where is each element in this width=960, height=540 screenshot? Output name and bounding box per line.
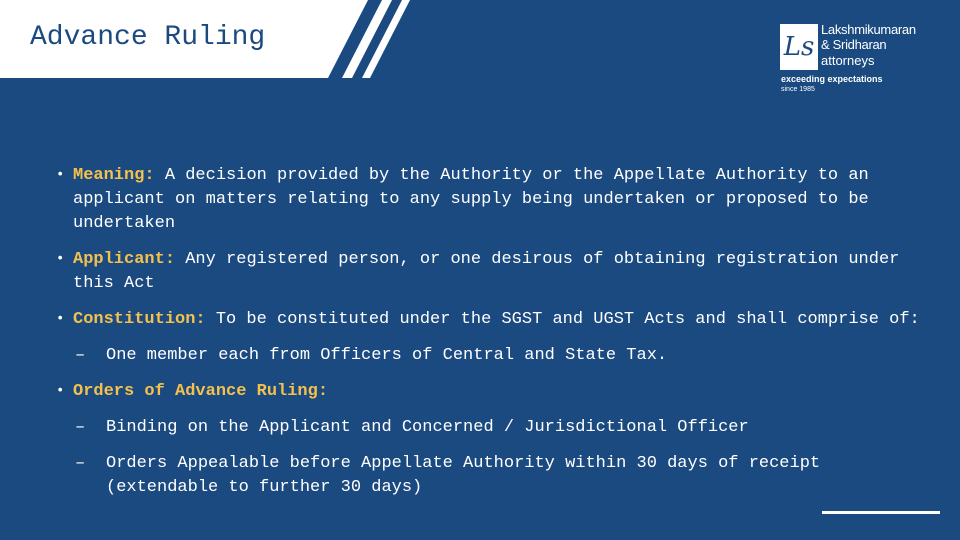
bullet-dot: • xyxy=(56,167,65,183)
decorative-underline xyxy=(822,511,940,514)
sub-bullet-dash: – xyxy=(75,454,86,473)
bullet-term: Applicant: xyxy=(73,250,176,269)
sub-bullet-text: Orders Appealable before Appellate Authority within 30 days of receipt (extendable to further 30 days) xyxy=(106,454,821,497)
logo-monogram-text: Ls xyxy=(783,32,815,62)
logo-name xyxy=(821,22,916,52)
logo-name-line2: & Sridharan xyxy=(821,37,887,52)
sub-bullet xyxy=(56,416,936,440)
bullet-term: Meaning: xyxy=(73,166,155,185)
bullet-dot: • xyxy=(56,383,65,399)
logo-tagline: exceeding expectations xyxy=(781,74,883,84)
logo-attorneys: attorneys xyxy=(821,53,875,68)
logo-since: since 1985 xyxy=(781,86,815,93)
bullet-meaning xyxy=(56,164,936,236)
sub-bullet xyxy=(56,344,936,368)
bullet-dot: • xyxy=(56,311,65,327)
bullet-orders xyxy=(56,380,936,404)
bullet-text: A decision provided by the Authority or the Appellate Authority to an applicant on matters relating to any supply being undertaken or proposed to be undertaken xyxy=(73,166,869,233)
firm-logo xyxy=(780,22,940,102)
sub-bullet xyxy=(56,452,936,500)
sub-bullet-dash: – xyxy=(75,418,86,437)
bullet-text: To be constituted under the SGST and UGST Acts and shall comprise of: xyxy=(205,310,920,329)
bullet-term: Constitution: xyxy=(73,310,206,329)
bullet-constitution xyxy=(56,308,936,332)
sub-bullet-dash: – xyxy=(75,346,86,365)
sub-bullet-text: One member each from Officers of Central and State Tax. xyxy=(106,346,668,365)
bullet-term: Orders of Advance Ruling: xyxy=(73,382,329,401)
bullet-text: Any registered person, or one desirous of obtaining registration under this Act xyxy=(73,250,900,293)
logo-name-line1: Lakshmikumaran xyxy=(821,22,916,37)
sub-bullet-text: Binding on the Applicant and Concerned / Jurisdictional Officer xyxy=(106,418,749,437)
logo-monogram xyxy=(780,24,818,70)
page-title: Advance Ruling xyxy=(30,22,266,53)
bullet-applicant xyxy=(56,248,936,296)
slide-content xyxy=(56,164,936,512)
title-band xyxy=(0,0,430,80)
bullet-dot: • xyxy=(56,251,65,267)
